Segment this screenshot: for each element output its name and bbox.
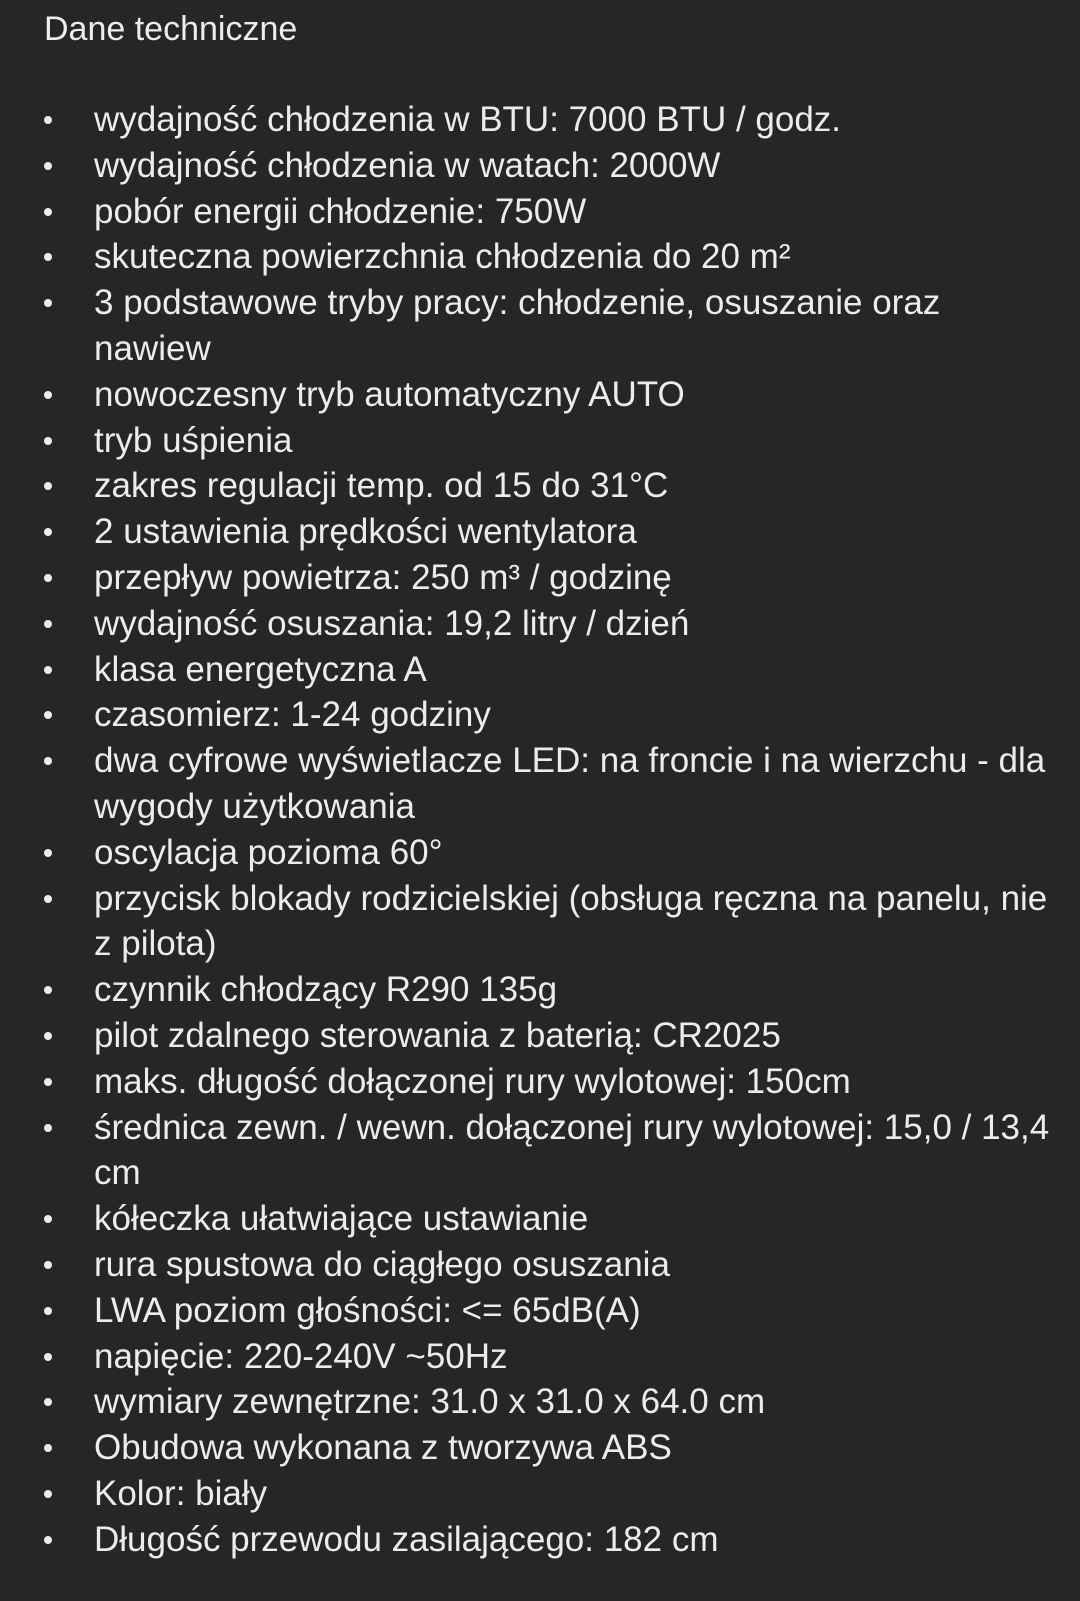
bullet-icon bbox=[44, 1124, 52, 1132]
list-item bbox=[0, 463, 1080, 509]
spec-text: Długość przewodu zasilającego: 182 cm bbox=[94, 1519, 719, 1559]
bullet-icon bbox=[44, 849, 52, 857]
spec-text: rura spustowa do ciągłego osuszania bbox=[94, 1244, 670, 1284]
bullet-icon bbox=[44, 1307, 52, 1315]
list-item bbox=[0, 280, 1080, 372]
spec-text: średnica zewn. / wewn. dołączonej rury wylotowej: 15,0 / 13,4 cm bbox=[94, 1107, 1050, 1193]
bullet-icon bbox=[44, 666, 52, 674]
page-title: Dane techniczne bbox=[44, 10, 298, 48]
bullet-icon bbox=[44, 1215, 52, 1223]
bullet-icon bbox=[44, 391, 52, 399]
list-item bbox=[0, 234, 1080, 280]
spec-text: przycisk blokady rodzicielskiej (obsługa ręczna na panelu, nie z pilota) bbox=[94, 878, 1048, 964]
spec-text: wydajność chłodzenia w watach: 2000W bbox=[94, 145, 721, 185]
spec-text: maks. długość dołączonej rury wylotowej: 150cm bbox=[94, 1061, 851, 1101]
spec-text: wymiary zewnętrzne: 31.0 x 31.0 x 64.0 cm bbox=[94, 1382, 766, 1422]
list-item bbox=[0, 1196, 1080, 1242]
list-item bbox=[0, 967, 1080, 1013]
bullet-icon bbox=[44, 1078, 52, 1086]
spec-text: wydajność chłodzenia w BTU: 7000 BTU / godz. bbox=[94, 100, 842, 139]
list-item bbox=[0, 509, 1080, 555]
spec-text: 3 podstawowe tryby pracy: chłodzenie, osuszanie oraz nawiew bbox=[94, 283, 941, 368]
list-item bbox=[0, 97, 1080, 143]
list-item bbox=[0, 876, 1080, 968]
bullet-icon bbox=[44, 1490, 52, 1498]
list-item bbox=[0, 372, 1080, 418]
bullet-icon bbox=[44, 1444, 52, 1452]
bullet-icon bbox=[44, 116, 52, 124]
list-item bbox=[0, 1013, 1080, 1059]
bullet-icon bbox=[44, 711, 52, 719]
spec-text: tryb uśpienia bbox=[94, 420, 293, 460]
bullet-icon bbox=[44, 482, 52, 490]
spec-text: Kolor: biały bbox=[94, 1473, 268, 1513]
list-item bbox=[0, 1059, 1080, 1105]
list-item bbox=[0, 1379, 1080, 1425]
list-item bbox=[0, 830, 1080, 876]
bullet-icon bbox=[44, 757, 52, 765]
spec-text: skuteczna powierzchnia chłodzenia do 20 m² bbox=[94, 237, 791, 277]
list-item bbox=[0, 143, 1080, 189]
list-item bbox=[0, 1334, 1080, 1380]
bullet-icon bbox=[44, 895, 52, 903]
spec-text: dwa cyfrowe wyświetlacze LED: na froncie i na wierzchu - dla wygody użytkowania bbox=[94, 741, 1046, 826]
list-item bbox=[0, 1242, 1080, 1288]
bullet-icon bbox=[44, 1536, 52, 1544]
spec-text: napięcie: 220-240V ~50Hz bbox=[94, 1336, 508, 1376]
bullet-icon bbox=[44, 620, 52, 628]
spec-list bbox=[0, 97, 1080, 1563]
spec-text: czynnik chłodzący R290 135g bbox=[94, 970, 558, 1010]
bullet-icon bbox=[44, 1261, 52, 1269]
list-item bbox=[0, 1517, 1080, 1563]
list-item bbox=[0, 738, 1080, 830]
bullet-icon bbox=[44, 1398, 52, 1406]
list-item bbox=[0, 1288, 1080, 1334]
list-item bbox=[0, 1425, 1080, 1471]
list-item bbox=[0, 692, 1080, 738]
bullet-icon bbox=[44, 437, 52, 445]
spec-text: oscylacja pozioma 60° bbox=[94, 832, 443, 872]
bullet-icon bbox=[44, 208, 52, 216]
bullet-icon bbox=[44, 162, 52, 170]
spec-text: przepływ powietrza: 250 m³ / godzinę bbox=[94, 557, 672, 597]
list-item bbox=[0, 1471, 1080, 1517]
spec-text: pobór energii chłodzenie: 750W bbox=[94, 191, 587, 231]
spec-text: 2 ustawienia prędkości wentylatora bbox=[94, 512, 637, 552]
bullet-icon bbox=[44, 1032, 52, 1040]
bullet-icon bbox=[44, 528, 52, 536]
spec-text: pilot zdalnego sterowania z baterią: CR2025 bbox=[94, 1015, 781, 1055]
list-item bbox=[0, 418, 1080, 464]
list-item bbox=[0, 601, 1080, 647]
list-item bbox=[0, 1105, 1080, 1197]
spec-text: Obudowa wykonana z tworzywa ABS bbox=[94, 1428, 672, 1468]
bullet-icon bbox=[44, 986, 52, 994]
list-item bbox=[0, 647, 1080, 693]
spec-text: kółeczka ułatwiające ustawianie bbox=[94, 1199, 589, 1239]
spec-text: klasa energetyczna A bbox=[94, 649, 427, 689]
list-item bbox=[0, 189, 1080, 235]
spec-text: nowoczesny tryb automatyczny AUTO bbox=[94, 374, 685, 414]
bullet-icon bbox=[44, 1353, 52, 1361]
bullet-icon bbox=[44, 299, 52, 307]
bullet-icon bbox=[44, 253, 52, 261]
spec-text: zakres regulacji temp. od 15 do 31°C bbox=[94, 466, 669, 506]
spec-text: czasomierz: 1-24 godziny bbox=[94, 695, 491, 735]
bullet-icon bbox=[44, 574, 52, 582]
spec-text: LWA poziom głośności: <= 65dB(A) bbox=[94, 1290, 641, 1330]
list-item bbox=[0, 555, 1080, 601]
spec-text: wydajność osuszania: 19,2 litry / dzień bbox=[94, 603, 690, 643]
